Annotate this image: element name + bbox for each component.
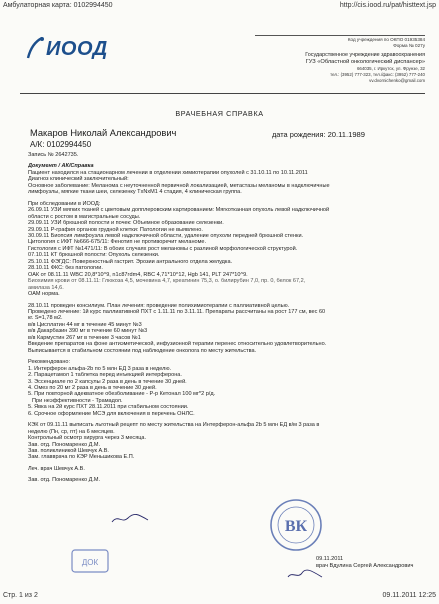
body-line: 5. При повторной адекватное обезболивание - Р-р Кетонал 100 мг*2 р/д. <box>28 391 216 398</box>
signature-block <box>316 556 413 570</box>
form-number: Форма № 027у <box>393 43 425 48</box>
body-line: Зав. отд. Пономаренко Д.М. <box>28 441 101 448</box>
body-line: в/в Дакарбазин 390 мг в течение 60 минут №3 <box>28 328 148 335</box>
birth-date-value: 20.11.1989 <box>327 130 366 139</box>
certificate-body <box>28 152 426 484</box>
address-street: 664035, г. Иркутск, ул. Фрунзе, 32 <box>356 66 425 71</box>
print-header <box>0 2 439 12</box>
body-line: области с ростом в магистральные сосуды. <box>28 213 141 220</box>
body-line: Основное заболевание: Меланома с неуточненной первичной локализацией, метастазы меланомы в надключичные <box>28 182 330 189</box>
body-line: кг. S=1,78 м2. <box>28 315 63 322</box>
body-line: Леч. врач Шевчук А.В. <box>28 465 85 472</box>
body-line: Рекомендовано: <box>28 359 71 366</box>
body-line: 2. Парацетамол 1 таблетка перед инъекцией интерферона. <box>28 372 182 379</box>
body-line: Контрольный осмотр хирурга через 3 месяца. <box>28 435 147 442</box>
body-line: 4. Омез по 20 мг 2 раза в день в течение 30 дней. <box>28 384 157 391</box>
body-line: Выписывается в стабильном состоянии под наблюдение онколога по месту жительства. <box>28 347 257 354</box>
body-line: Гистология с ИФТ №1471/11: В обоих случаях рост меланомы с разлиной морфологической структурой. <box>28 245 298 252</box>
institution-logo <box>24 36 134 62</box>
okpo-code: Код учреждения по ОКПО 01935384 <box>347 37 425 42</box>
body-line: 29.09.11 Р-графия органов грудной клетки: Патологии не выявлено. <box>28 226 203 233</box>
body-line: КЭК от 09.11.11 выписать льготный рецепт по месту жительства на Интерферон-альфа 2b 5 млн ЕД в/м 3 раза в <box>28 422 320 429</box>
body-line: 28.10.11 ФКС: без патологии. <box>28 265 103 272</box>
body-line: в/в Кармустин 267 мг в течение 3 часов №1 <box>28 334 141 341</box>
body-line: Зав. отд. Пономаренко Д.М. <box>28 477 101 484</box>
body-line: Цитология с ИФТ №666-675/11: Фенотип не противоречит меланоме. <box>28 239 207 246</box>
birth-date-label: дата рождения: <box>272 130 326 139</box>
body-line: 1. Интерферон альфа-2b по 5 млн ЕД 3 раза в неделю. <box>28 365 172 372</box>
stamp-text: ВК <box>284 518 308 535</box>
patient-card-number: А/К: 0102994450 <box>30 140 92 149</box>
organization-name <box>225 52 425 65</box>
body-line: Пациент находился на стационарном лечении в отделении химиотерапии опухолей с 31.10.11 по 10.11.2011 <box>28 169 308 176</box>
small-stamp-text: ДОК <box>81 558 99 567</box>
round-stamp-icon <box>268 498 324 552</box>
page-counter: Стр. 1 из 2 <box>3 592 38 599</box>
logo-emblem-icon <box>24 36 46 60</box>
body-line: в/в Цисплатин 44 мг в течение 45 минут №3 <box>28 321 142 328</box>
body-line: Зав. поликлиникой Шевчук А.В. <box>28 448 109 455</box>
body-line: 30.09.11 Биопсия лимфоузла левой надключичной области, удаление опухоли передней брюшной стенки. <box>28 232 304 239</box>
patient-name: Макаров Николай Александрович <box>30 128 177 138</box>
body-line: При неэффективности - Трамадол. <box>32 397 123 404</box>
small-stamp-icon <box>70 548 110 574</box>
header-divider <box>20 93 425 94</box>
attending-doctor: врач Вдулина Сергей Александрович <box>316 563 414 569</box>
body-line: Диагноз клинический заключительный: <box>28 176 129 183</box>
body-line: Введение препаратов на фоне антиэметической, инфузионной терапии перенес относительно удовлетворительно. <box>28 341 327 348</box>
institution-codes <box>255 35 425 49</box>
print-footer <box>0 592 439 602</box>
body-line: 25.10.11 ФЭГДС: Поверхностный гастрит. Эрозии антрального отдела желудка. <box>28 258 233 265</box>
body-line: амилаза 14,6. <box>28 284 64 291</box>
logo-text: ИООД <box>46 38 108 60</box>
address-phone: тел.: (3952) 777-323, тел./факс: (3952) 777-240 <box>330 71 425 77</box>
body-line: лимфоузлы, мягкие ткани шеи, селезенку TxNxM1 4 стадия, 4 клиническая группа. <box>28 189 242 196</box>
patient-birth-date <box>272 130 365 139</box>
body-line: неделю (Пн, ср, пт) на 6 месяцев. <box>28 428 115 435</box>
org-line-1: Государственное учреждение здравоохранения <box>305 52 425 58</box>
signature-icon <box>110 512 150 526</box>
body-line: ОАМ норма. <box>28 291 60 298</box>
body-line: 07.10.11 КТ брюшной полости: Опухоль селезенки. <box>28 252 160 259</box>
address-email: vv.dvornichenko@gmail.com <box>369 77 425 83</box>
doctor-signature-icon <box>286 568 326 582</box>
body-line: Биохимия крови от 08.11.11: Глюкоза 4,5, мочевина 4,7, креатинин 75,3, о. билирубин 7,0, пр. 0, белок 67,2, <box>28 278 306 285</box>
body-line: 28.10.11 проведен консилиум. План лечения: проведение полихимиотерапии с паллиативной целью. <box>28 302 290 309</box>
organization-address <box>225 66 425 83</box>
print-timestamp: 09.11.2011 12:25 <box>382 592 436 599</box>
section-heading: Документ / АК/Справка <box>28 163 94 170</box>
body-line: 3. Эссенциале по 2 капсулы 2 раза в день в течение 30 дней. <box>28 378 187 385</box>
issue-date: 09.11.2011 <box>316 556 344 562</box>
print-header-left: Амбулаторная карта: 0102994450 <box>3 2 113 9</box>
document-title: ВРАЧЕБНАЯ СПРАВКА <box>175 109 264 118</box>
body-line: Проведено лечение: 1й курс паллиативной ПХТ с 1.11.11 по 3.11.11. Препараты рассчитаны на рост 177 см, вес 60 <box>28 308 326 315</box>
org-line-2: ГУЗ «Областной онкологический диспансер» <box>305 58 425 65</box>
print-header-url: http://cis.iood.ru/pat/histtext.jsp <box>339 2 436 9</box>
body-line: При обследовании в ИООД: <box>28 200 101 207</box>
body-line: 29.09.11 УЗИ брюшной полости и почек: Объемное образование селезенки. <box>28 220 224 227</box>
body-line: ОАК от 08.11.11 WBC 20,8*10^9, n1c87гdm4, RBC 4,71*10^12, Hgb 141, PLT 247*10^9. <box>28 271 248 278</box>
body-line: 5. Явка на 2й курс ПХТ 28.11.2011 при стабильном состоянии. <box>28 404 189 411</box>
body-line: Запись № 2642735. <box>28 152 79 158</box>
body-line: 26.09.11 УЗИ мягких тканей с цветовым допплеровским картированием: Мягкотканная опухоль левой надключичной <box>28 207 330 214</box>
body-line: 6. Срочное оформление МСЭ для включения в перечень ОНЛС. <box>28 410 195 417</box>
body-line: Зам. главврача по КЭР Меньшикова Е.П. <box>28 454 135 461</box>
